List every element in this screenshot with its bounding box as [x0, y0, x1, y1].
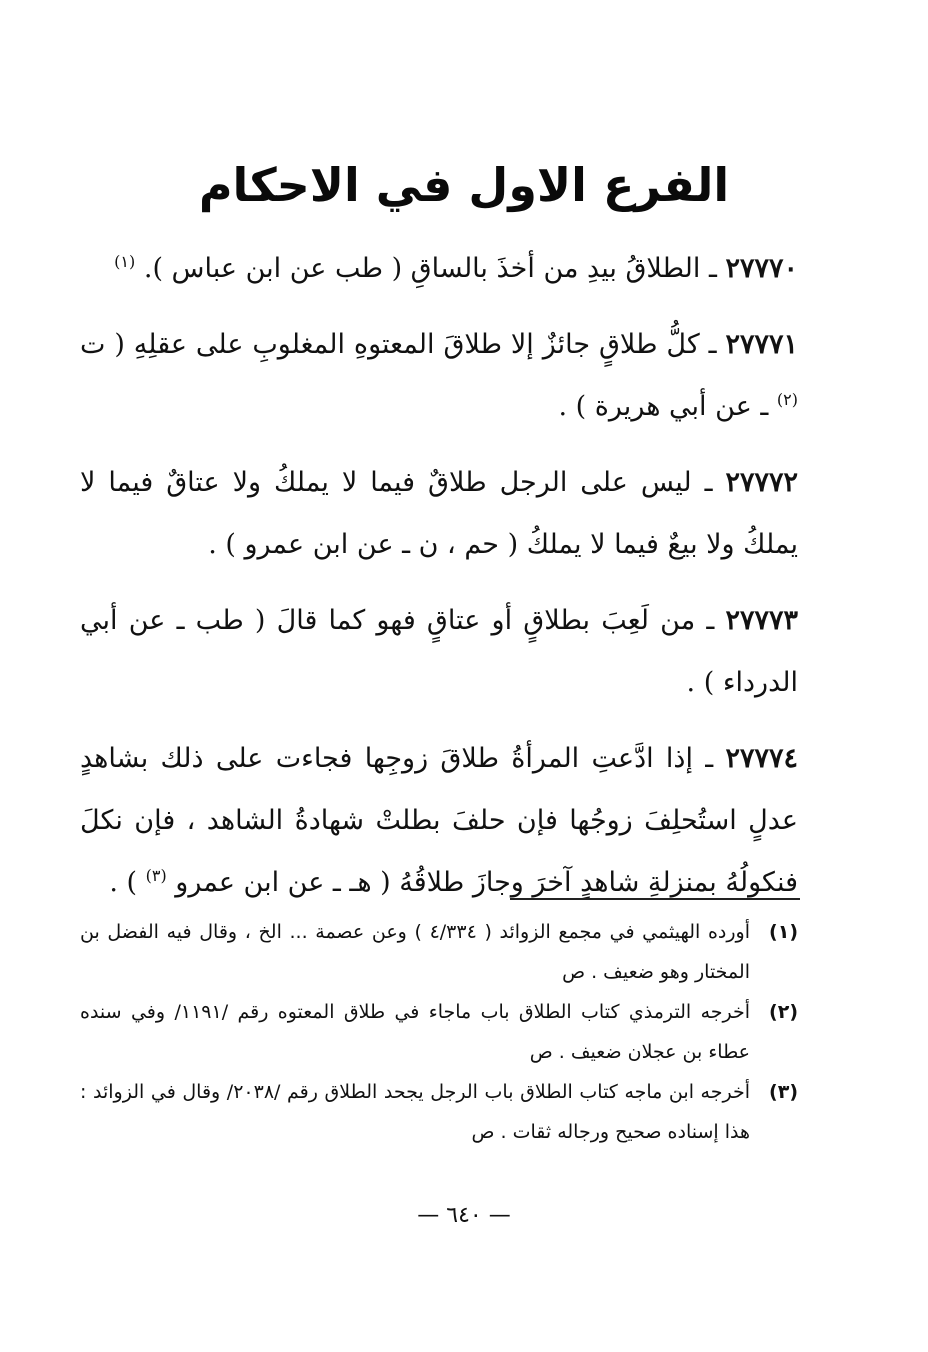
footnote — [80, 1072, 798, 1152]
page-number: — ٦٤٠ — — [417, 1203, 511, 1228]
hadith-entry — [80, 590, 798, 714]
footnote — [80, 992, 798, 1072]
footnote-number: (٢) — [769, 1001, 798, 1023]
footnote-reference: (٢) — [776, 390, 798, 409]
hadith-number: ٢٧٧٧٢ — [725, 467, 798, 498]
hadith-list — [80, 238, 798, 928]
hadith-text: ـ الطلاقُ بيدِ من أخذَ بالساقِ ( طب عن ابن عباس ). — [143, 253, 717, 284]
hadith-text-after: ) . — [109, 867, 138, 898]
footnote-text: أخرجه الترمذي كتاب الطلاق باب ماجاء في طلاق المعتوه رقم /١١٩١/ وفي سنده عطاء بن عجلان ضعيف . ص — [80, 1001, 751, 1063]
hadith-entry — [80, 314, 798, 438]
footnote-divider — [510, 898, 800, 900]
hadith-text: ـ من لَعِبَ بطلاقٍ أو عتاقٍ فهو كما قالَ ( طب ـ عن أبي الدرداء ) . — [80, 605, 798, 698]
footnote-reference: (٣) — [145, 866, 167, 885]
hadith-entry — [80, 238, 798, 300]
footnote-text: أورده الهيثمي في مجمع الزوائد ( ٤/٣٣٤ ) وعن عصمة ... الخ ، وقال فيه الفضل بن المختار وهو ضعيف . ص — [80, 921, 750, 983]
hadith-entry — [80, 728, 798, 914]
footnotes — [80, 912, 798, 1152]
hadith-number: ٢٧٧٧٤ — [725, 743, 798, 774]
section-heading: الفرع الاول في الاحكام — [198, 158, 730, 212]
footnote-reference: (١) — [114, 252, 136, 271]
footnote-number: (٣) — [769, 1081, 798, 1103]
hadith-number: ٢٧٧٧٣ — [725, 605, 798, 636]
hadith-number: ٢٧٧٧٠ — [725, 253, 798, 284]
hadith-text: ـ ليس على الرجل طلاقٌ فيما لا يملكُ ولا عتاقٌ فيما لا يملكُ ولا بيعٌ فيما لا يملكُ ( حم ، ن ـ عن ابن عمرو ) . — [80, 467, 798, 560]
footnote-number: (١) — [769, 921, 798, 943]
footnote — [80, 912, 798, 992]
footnote-text: أخرجه ابن ماجه كتاب الطلاق باب الرجل يجحد الطلاق رقم /٢٠٣٨/ وقال في الزوائد : هذا إسناده صحيح ورجاله ثقات . ص — [80, 1081, 750, 1143]
hadith-number: ٢٧٧٧١ — [725, 329, 798, 360]
hadith-text: ـ كلُّ طلاقٍ جائزٌ إلا طلاقَ المعتوهِ المغلوبِ على عقلِهِ ( ت — [80, 329, 717, 360]
hadith-text-after: ـ عن أبي هريرة ) . — [558, 391, 769, 422]
hadith-text: ـ إذا ادَّعتِ المرأةُ طلاقَ زوجِها فجاءت على ذلك بشاهدٍ عدلٍ استُحلِفَ زوجُها فإن حلفَ بطلتْ شهادةُ الشاهد ، فإن نكلَ فنكولُهُ بمنزلةِ شاهدٍ آخرَ وجازَ طلاقُهُ ( هـ ـ عن ابن عمرو — [80, 743, 798, 898]
hadith-entry — [80, 452, 798, 576]
